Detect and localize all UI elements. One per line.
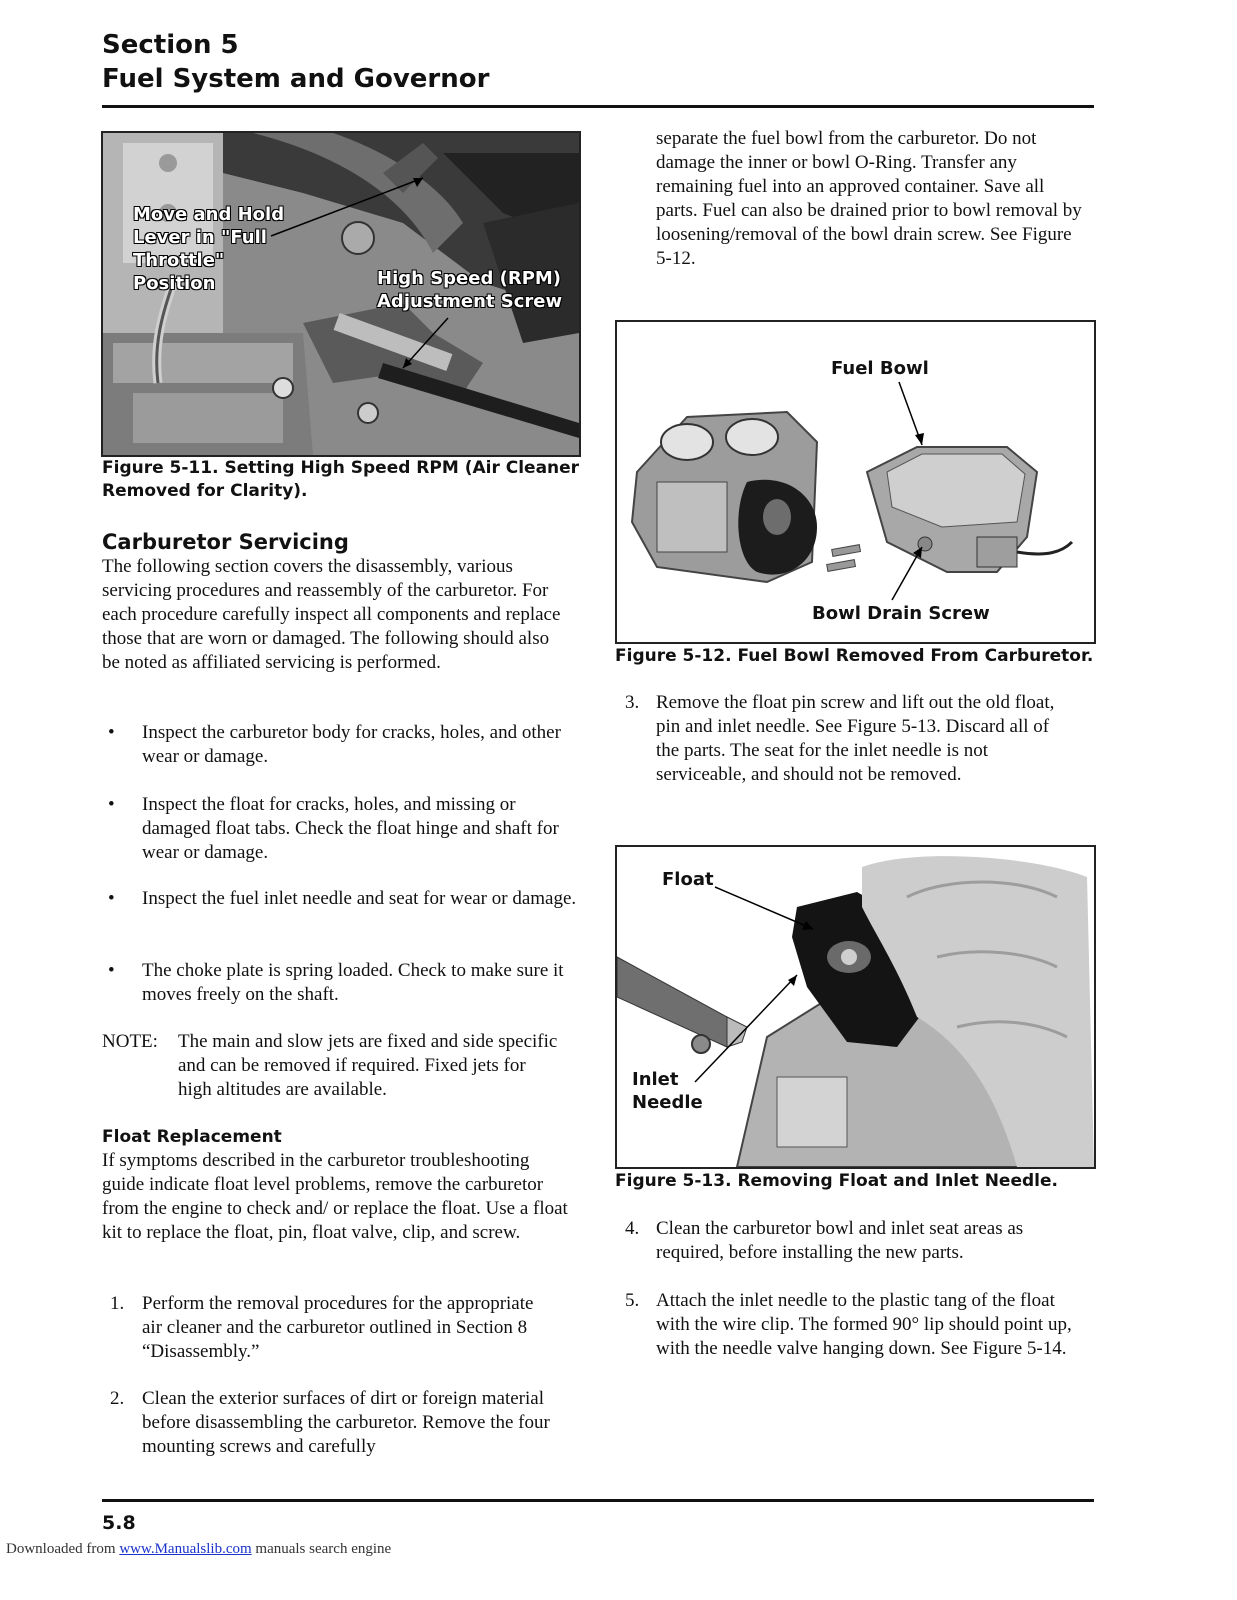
step-number: 4. <box>625 1218 640 1239</box>
figure-5-12-caption: Figure 5-12. Fuel Bowl Removed From Carburetor. <box>615 646 1094 666</box>
download-footer <box>6 1541 391 1558</box>
bullet-item <box>108 721 578 769</box>
page-title: Fuel System and Governor <box>102 64 490 94</box>
label-inlet-needle: Inlet Needle <box>632 1069 703 1113</box>
label-move-hold-lever: Move and Hold Lever in "Full Throttle" Position <box>133 204 285 294</box>
bullet-marker: • <box>108 794 115 815</box>
step-item <box>625 691 1087 811</box>
bullet-item <box>108 793 578 865</box>
figure-5-12-photo <box>615 320 1096 644</box>
bullet-text: Inspect the fuel inlet needle and seat for wear or damage. <box>142 888 577 909</box>
note <box>102 1030 562 1102</box>
step-number: 1. <box>110 1293 125 1314</box>
bullet-item <box>108 887 578 935</box>
bullet-marker: • <box>108 960 115 981</box>
note-text: The main and slow jets are fixed and side specific and can be removed if required. Fixed jets for high altitudes are available. <box>178 1031 558 1100</box>
float-removal-photo-illustration <box>617 847 1094 1167</box>
carburetor-servicing-intro: The following section covers the disassembly, various servicing procedures and reassembly of the carburetor. For each procedure carefully inspect all components and replace those that are worn or damaged. The following should also be noted as affiliated servicing is performed. <box>102 556 561 673</box>
bullet-marker: • <box>108 722 115 743</box>
carburetor-servicing-heading: Carburetor Servicing <box>102 530 349 554</box>
step-text: Remove the float pin screw and lift out the old float, pin and inlet needle. See Figure 5-13. Discard all of the parts. The seat for the inlet needle is not serviceable, and should not be removed. <box>656 692 1055 785</box>
step-item <box>110 1292 580 1364</box>
page-number: 5.8 <box>102 1512 136 1534</box>
figure-5-11-caption: Figure 5-11. Setting High Speed RPM (Air Cleaner Removed for Clarity). <box>102 458 580 501</box>
step-text: Clean the exterior surfaces of dirt or foreign material before disassembling the carburetor. Remove the four mounting screws and carefully <box>142 1388 550 1457</box>
header-rule <box>102 105 1094 108</box>
step-text: Clean the carburetor bowl and inlet seat areas as required, before installing the new parts. <box>656 1218 1024 1263</box>
figure-5-11-photo <box>101 131 581 457</box>
label-fuel-bowl: Fuel Bowl <box>831 358 929 379</box>
manualslib-link[interactable]: www.Manualslib.com <box>119 1541 252 1557</box>
step-2-continued: separate the fuel bowl from the carburetor. Do not damage the inner or bowl O-Ring. Transfer any remaining fuel into an approved container. Save all parts. Fuel can also be drained prior to bowl removal by loosening/removal of the bowl drain screw. See Figure 5-12. <box>656 128 1082 269</box>
step-number: 5. <box>625 1290 640 1311</box>
step-text: Perform the removal procedures for the appropriate air cleaner and the carburetor outlined in Section 8 “Disassembly.” <box>142 1293 534 1362</box>
bullet-marker: • <box>108 888 115 909</box>
float-replacement-intro: If symptoms described in the carburetor troubleshooting guide indicate float level problems, remove the carburetor from the engine to check and/ or replace the float. Use a float kit to replace the float, pin, float valve, clip, and screw. <box>102 1150 568 1243</box>
float-replacement-heading: Float Replacement <box>102 1127 282 1147</box>
bullet-item <box>108 959 578 1007</box>
footer-downloaded-text: Downloaded from <box>6 1541 116 1557</box>
step-item <box>625 1217 1087 1265</box>
step-item <box>625 1289 1087 1385</box>
section-heading <box>102 28 489 96</box>
bullet-text: The choke plate is spring loaded. Check to make sure it moves freely on the shaft. <box>142 960 564 1005</box>
section-number: Section 5 <box>102 30 239 60</box>
figure-5-13-photo <box>615 845 1096 1169</box>
note-label: NOTE: <box>102 1031 158 1052</box>
bullet-text: Inspect the carburetor body for cracks, holes, and other wear or damage. <box>142 722 561 767</box>
footer-tagline: manuals search engine <box>251 1541 392 1557</box>
figure-5-13-caption: Figure 5-13. Removing Float and Inlet Needle. <box>615 1171 1058 1191</box>
step-number: 3. <box>625 692 640 713</box>
label-bowl-drain-screw: Bowl Drain Screw <box>812 603 990 624</box>
step-number: 2. <box>110 1388 125 1409</box>
step-text: Attach the inlet needle to the plastic tang of the float with the wire clip. The formed 90° lip should point up, with the needle valve hanging down. See Figure 5-14. <box>656 1290 1072 1359</box>
step-item <box>110 1387 580 1459</box>
label-high-speed-screw: High Speed (RPM) Adjustment Screw <box>377 268 563 312</box>
label-float: Float <box>662 869 714 890</box>
footer-rule <box>102 1499 1094 1502</box>
bullet-text: Inspect the float for cracks, holes, and missing or damaged float tabs. Check the float hinge and shaft for wear or damage. <box>142 794 559 863</box>
